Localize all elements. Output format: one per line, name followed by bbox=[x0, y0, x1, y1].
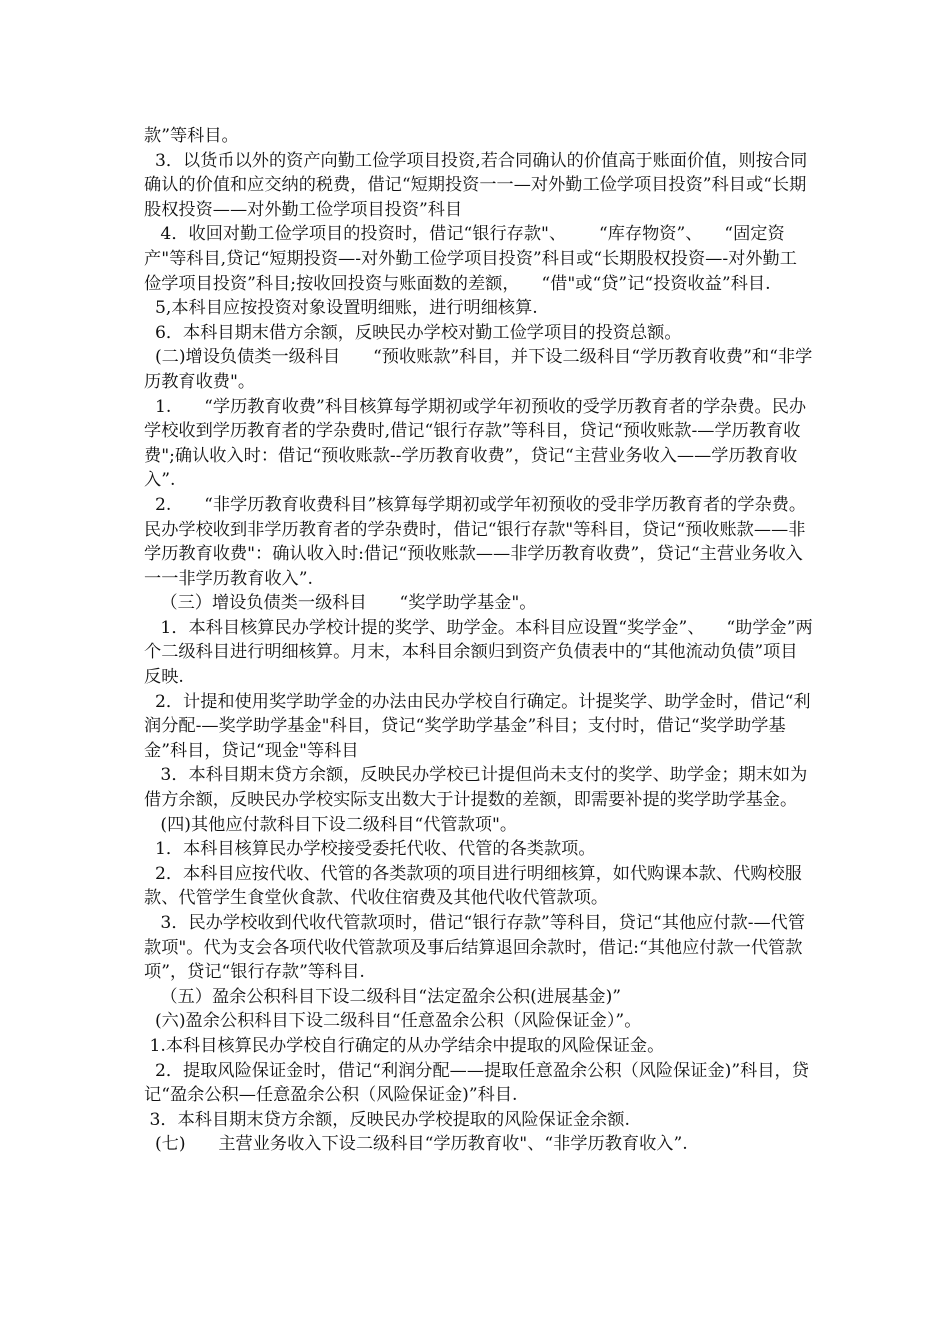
paragraph-9: （三）增设负债类一级科目 “奖学助学基金"。 bbox=[144, 593, 537, 614]
paragraph-2: 3．以货币以外的资产向勤工俭学项目投资,若合同确认的价值高于账面价值，则按合同确认的价值和应交纳的税费，借记“短期投资一一—对外勤工俭学项目投资”科目或“长期股权投资——对外勤工俭学项目投资”科目 bbox=[144, 150, 808, 220]
paragraph-12: 3．本科目期末贷方余额，反映民办学校已计提但尚未支付的奖学、助学金；期末如为借方余额，反映民办学校实际支出数大于计提数的差额，即需要补提的奖学助学基金。 bbox=[144, 765, 808, 811]
paragraph-15: 2．本科目应按代收、代管的各类款项的项目进行明细核算，如代购课本款、代购校服款、代管学生食堂伙食款、代收住宿费及其他代收代管款项。 bbox=[144, 863, 802, 909]
paragraph-16: 3．民办学校收到代收代管款项时，借记“银行存款”等科目，贷记“其他应付款-—代管款项"。代为支会各项代收代管款项及事后结算退回余款时，借记:“其他应付款一代管款项”，贷记“银行存款”等科目. bbox=[144, 913, 806, 983]
paragraph-5: 6．本科目期末借方余额，反映民办学校对勤工俭学项目的投资总额。 bbox=[144, 322, 682, 343]
paragraph-6: (二)增设负债类一级科目 “预收账款”科目，并下设二级科目“学历教育收费”和“非学历教育收费"。 bbox=[144, 347, 813, 392]
paragraph-7: 1. “学历教育收费”科目核算每学期初或学年初预收的受学历教育者的学杂费。民办学校收到学历教育者的学杂费时,借记“银行存款”等科目，贷记“预收账款-—学历教育收费";确认收入时：借记“预收账款--学历教育收费”，贷记“主营业务收入——学历教育收入”. bbox=[144, 396, 807, 491]
paragraph-17: （五）盈余公积科目下设二级科目“法定盈余公积(进展基金)” bbox=[144, 986, 622, 1007]
paragraph-10: 1．本科目核算民办学校计提的奖学、助学金。本科目应设置“奖学金”、 “助学金”两个二级科目进行明细核算。月末，本科目余额归到资产负债表中的“其他流动负债”项目反映. bbox=[144, 617, 813, 688]
paragraph-21: 3．本科目期末贷方余额，反映民办学校提取的风险保证金余额. bbox=[144, 1109, 630, 1130]
paragraph-22: (七) 主营业务收入下设二级科目“学历教育收"、“非学历教育收入”. bbox=[144, 1134, 688, 1155]
paragraph-1: 款”等科目。 bbox=[144, 126, 239, 146]
paragraph-20: 2．提取风险保证金时，借记“利润分配——提取任意盈余公积（风险保证金)”科目，贷记“盈余公积—任意盈余公积（风险保证金)”科目. bbox=[144, 1060, 809, 1106]
paragraph-19: 1.本科目核算民办学校自行确定的从办学结余中提取的风险保证金。 bbox=[144, 1035, 665, 1056]
paragraph-4: 5,本科目应按投资对象设置明细账，进行明细核算. bbox=[144, 298, 538, 319]
paragraph-3: 4．收回对勤工俭学项目的投资时，借记“银行存款"、 “库存物资”、 “固定资产"等科目,贷记“短期投资—-对外勤工俭学项目投资”科目或“长期股权投资—-对外勤工俭学项目投资”科目;按收回投资与账面数的差额， “借"或“贷”记“投资收益”科目. bbox=[144, 224, 797, 294]
paragraph-18: (六)盈余公积科目下设二级科目“任意盈余公积（风险保证金）”。 bbox=[144, 1011, 642, 1032]
document-body bbox=[144, 124, 839, 1157]
paragraph-13: (四)其他应付款科目下设二级科目“代管款项"。 bbox=[144, 814, 518, 835]
paragraph-11: 2．计提和使用奖学助学金的办法由民办学校自行确定。计提奖学、助学金时，借记“利润分配-—奖学助学基金"科目，贷记“奖学助学基金”科目；支付时，借记“奖学助学基金”科目，贷记“现金"等科目 bbox=[144, 691, 811, 761]
paragraph-14: 1．本科目核算民办学校接受委托代收、代管的各类款项。 bbox=[144, 839, 596, 860]
paragraph-8: 2. “非学历教育收费科目”核算每学期初或学年初预收的受非学历教育者的学杂费。 民办学校收到非学历教育者的学杂费时，借记“银行存款"等科目，贷记“预收账款——非学历教育收费"：确认收入时:借记“预收账款——非学历教育收费”，贷记“主营业务收入一一非学历教育收入”. bbox=[144, 494, 839, 589]
